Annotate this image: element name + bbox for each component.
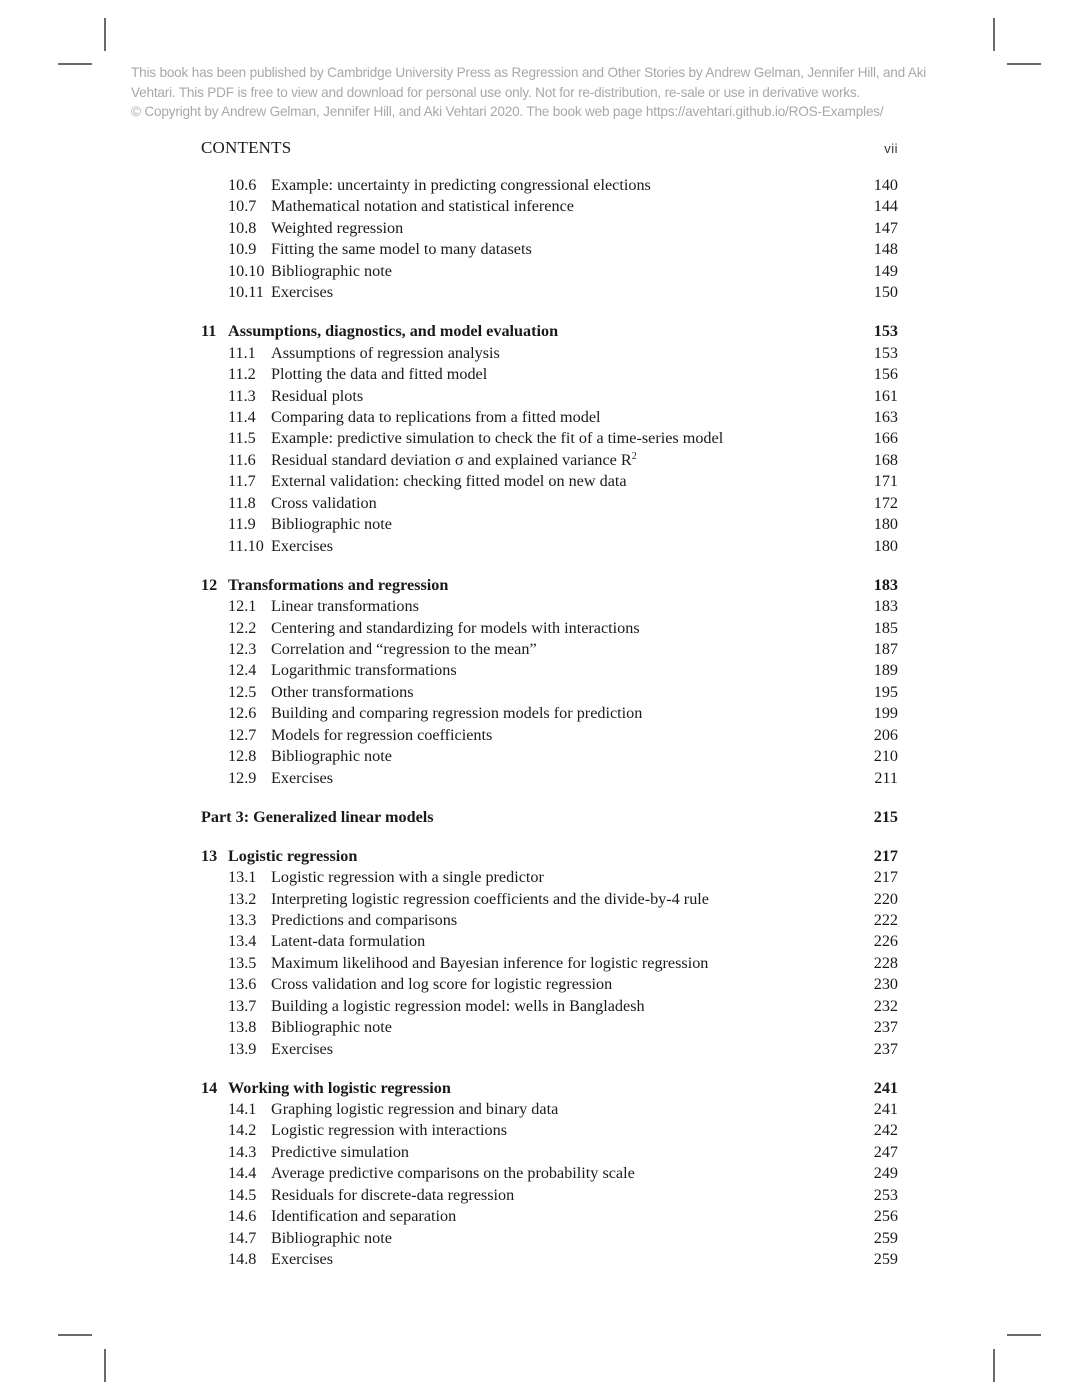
section-page: 180 (873, 536, 898, 555)
section-title: Building a logistic regression model: wells in Bangladesh (271, 996, 645, 1015)
section-number: 12.6 (228, 704, 257, 723)
section-title: Predictive simulation (271, 1142, 410, 1161)
section-title: Maximum likelihood and Bayesian inference for logistic regression (271, 953, 709, 972)
section-page: 220 (873, 889, 898, 908)
section-title: Weighted regression (271, 218, 404, 237)
crop-mark-bottom-right-horizontal (1007, 1334, 1041, 1336)
running-head (201, 138, 898, 160)
section-number: 10.9 (228, 240, 257, 259)
toc-section-row[interactable] (201, 1249, 898, 1270)
notice-line: © Copyright by Andrew Gelman, Jennifer Hill, and Aki Vehtari 2020. The book web page https://avehtari.github.io/ROS-Examples/ (131, 104, 884, 119)
section-title: Average predictive comparisons on the probability scale (271, 1164, 635, 1183)
section-title: Fitting the same model to many datasets (271, 240, 532, 259)
section-title: External validation: checking fitted model on new data (271, 472, 627, 491)
section-title: Bibliographic note (271, 1228, 392, 1247)
toc-section-row[interactable] (201, 618, 898, 639)
section-title: Residuals for discrete-data regression (271, 1185, 515, 1204)
section-title: Comparing data to replications from a fitted model (271, 407, 601, 426)
section-number: 11.10 (228, 536, 264, 555)
superscript: 2 (631, 450, 637, 462)
toc-section-row[interactable] (201, 261, 898, 282)
section-number: 12.9 (228, 768, 257, 787)
page-number: vii (884, 141, 898, 156)
toc-section-row[interactable] (201, 450, 898, 471)
section-title: Logistic regression with interactions (271, 1121, 508, 1140)
section-number: 13.8 (228, 1018, 257, 1037)
toc-chapter-row[interactable] (201, 1078, 898, 1099)
section-page: 259 (873, 1228, 898, 1247)
section-title: Interpreting logistic regression coefficients and the divide-by-4 rule (271, 889, 709, 908)
section-page: 226 (873, 932, 898, 951)
toc-section-row[interactable] (201, 536, 898, 557)
chapter-title: Logistic regression (228, 846, 358, 865)
section-title: Logarithmic transformations (271, 661, 457, 680)
toc-section-row[interactable] (201, 639, 898, 660)
toc-section-row[interactable] (201, 725, 898, 746)
section-number: 14.2 (228, 1121, 257, 1140)
section-number: 12.2 (228, 618, 257, 637)
spacer (201, 828, 898, 846)
section-title: Exercises (271, 1250, 334, 1269)
section-title: Latent-data formulation (271, 932, 426, 951)
section-page: 161 (873, 386, 898, 405)
section-page: 247 (873, 1142, 898, 1161)
crop-mark-top-left-horizontal (58, 63, 92, 65)
section-number: 13.1 (228, 868, 257, 887)
toc-section-row[interactable] (201, 889, 898, 910)
toc-section-row[interactable] (201, 239, 898, 260)
toc-section-row[interactable] (201, 471, 898, 492)
section-page: 185 (873, 618, 898, 637)
chapter-title: Assumptions, diagnostics, and model evaluation (228, 322, 559, 341)
section-number: 11.2 (228, 365, 256, 384)
section-number: 13.2 (228, 889, 257, 908)
section-number: 13.9 (228, 1039, 257, 1058)
toc-section-row[interactable] (201, 1185, 898, 1206)
section-number: 12.4 (228, 661, 257, 680)
section-number: 10.10 (228, 261, 265, 280)
toc-section-row[interactable] (201, 218, 898, 239)
section-number: 10.8 (228, 218, 257, 237)
section-title (271, 450, 637, 471)
section-page: 206 (873, 725, 898, 744)
chapter-number: 12 (201, 575, 218, 594)
section-number: 10.7 (228, 197, 257, 216)
section-title: Centering and standardizing for models with interactions (271, 618, 640, 637)
section-number: 14.4 (228, 1164, 257, 1183)
spacer (201, 557, 898, 575)
section-number: 11.6 (228, 450, 256, 469)
chapter-number: 14 (201, 1078, 218, 1097)
section-page: 237 (873, 1018, 898, 1037)
section-title: Residual plots (271, 386, 364, 405)
section-number: 11.1 (228, 343, 256, 362)
section-page: 242 (873, 1121, 898, 1140)
chapter-number: 11 (201, 322, 217, 341)
section-number: 12.3 (228, 639, 257, 658)
toc-section-row[interactable] (201, 514, 898, 535)
toc-section-row[interactable] (201, 386, 898, 407)
toc-section-row[interactable] (201, 493, 898, 514)
notice-line: Vehtari. This PDF is free to view and download for personal use only. Not for re-distribution, re-sale or use in derivative works. (131, 84, 861, 100)
section-number: 11.4 (228, 407, 256, 426)
section-title: Example: uncertainty in predicting congressional elections (271, 176, 651, 194)
section-page: 228 (873, 953, 898, 972)
section-title: Bibliographic note (271, 747, 392, 766)
section-page: 171 (873, 472, 898, 491)
section-page: 149 (873, 261, 898, 280)
toc-section-row[interactable] (201, 1120, 898, 1141)
section-page: 199 (873, 704, 898, 723)
section-title: Bibliographic note (271, 515, 392, 534)
section-title: Exercises (271, 768, 334, 787)
section-number: 11.3 (228, 386, 256, 405)
crop-mark-bottom-left-vertical (104, 1349, 106, 1382)
toc-section-row[interactable] (201, 596, 898, 617)
section-number: 12.7 (228, 725, 257, 744)
toc-section-row[interactable] (201, 1039, 898, 1060)
running-head-title: CONTENTS (201, 138, 292, 157)
section-page: 144 (873, 197, 898, 216)
section-title: Graphing logistic regression and binary data (271, 1100, 559, 1119)
section-page: 256 (873, 1207, 898, 1226)
section-number: 11.9 (228, 515, 256, 534)
section-page: 150 (873, 283, 898, 302)
toc-section-row[interactable] (201, 931, 898, 952)
section-title: Exercises (271, 1039, 334, 1058)
section-number: 13.5 (228, 953, 257, 972)
toc-section-row[interactable] (201, 175, 898, 196)
section-title: Exercises (271, 283, 334, 302)
toc-part-row[interactable] (201, 807, 898, 828)
section-title: Example: predictive simulation to check the fit of a time-series model (271, 429, 724, 448)
section-number: 12.1 (228, 597, 257, 616)
section-title: Cross validation and log score for logistic regression (271, 975, 613, 994)
notice-line: This book has been published by Cambridge University Press as Regression and Other Stories by Andrew Gelman, Jennifer Hill, and Aki (131, 65, 927, 80)
toc-section-row[interactable] (201, 746, 898, 767)
section-number: 10.6 (228, 176, 257, 194)
section-number: 14.6 (228, 1207, 257, 1226)
chapter-page: 217 (873, 846, 898, 865)
section-number: 14.5 (228, 1185, 257, 1204)
section-page: 163 (873, 407, 898, 426)
part-page: 215 (873, 807, 898, 826)
section-title: Other transformations (271, 682, 414, 701)
toc-section-row[interactable] (201, 282, 898, 303)
spacer (201, 789, 898, 807)
section-number: 11.8 (228, 493, 256, 512)
toc-section-row[interactable] (201, 364, 898, 385)
toc-section-row[interactable] (201, 1017, 898, 1038)
toc-section-row[interactable] (201, 1099, 898, 1120)
section-number: 11.7 (228, 472, 256, 491)
section-number: 12.8 (228, 747, 257, 766)
section-title: Correlation and “regression to the mean” (271, 639, 537, 658)
toc-section-row[interactable] (201, 1228, 898, 1249)
toc-section-row[interactable] (201, 1163, 898, 1184)
toc-section-row[interactable] (201, 910, 898, 931)
section-number: 14.3 (228, 1142, 257, 1161)
section-page: 172 (873, 493, 898, 512)
toc-section-row[interactable] (201, 768, 898, 789)
toc-section-row[interactable] (201, 953, 898, 974)
toc-section-row[interactable] (201, 407, 898, 428)
section-page: 259 (873, 1250, 898, 1269)
chapter-page: 241 (873, 1078, 898, 1097)
toc-chapter-row[interactable] (201, 321, 898, 342)
section-title: Bibliographic note (271, 1018, 392, 1037)
section-title: Exercises (271, 536, 334, 555)
crop-mark-top-left-vertical (104, 18, 106, 51)
section-page: 180 (873, 515, 898, 534)
section-page: 210 (873, 747, 898, 766)
section-page: 241 (873, 1100, 898, 1119)
section-page: 189 (873, 661, 898, 680)
section-title: Plotting the data and fitted model (271, 365, 488, 384)
toc-section-row[interactable] (201, 867, 898, 888)
section-page: 230 (873, 975, 898, 994)
toc-chapter-row[interactable] (201, 846, 898, 867)
toc-section-row[interactable] (201, 682, 898, 703)
section-title: Linear transformations (271, 597, 419, 616)
section-number: 13.7 (228, 996, 257, 1015)
section-title: Bibliographic note (271, 261, 392, 280)
section-title: Identification and separation (271, 1207, 457, 1226)
section-page: 187 (873, 639, 898, 658)
section-title-text: Residual standard deviation σ and explained variance R (271, 450, 632, 469)
toc-section-row[interactable] (201, 974, 898, 995)
section-title: Logistic regression with a single predictor (271, 868, 544, 887)
section-page: 147 (873, 218, 898, 237)
crop-mark-top-right-horizontal (1007, 63, 1041, 65)
toc-section-row[interactable] (201, 196, 898, 217)
section-page: 222 (873, 910, 898, 929)
section-number: 12.5 (228, 682, 257, 701)
chapter-page: 153 (873, 322, 898, 341)
section-number: 14.7 (228, 1228, 257, 1247)
toc-section-row[interactable] (201, 343, 898, 364)
toc-section-row[interactable] (201, 1206, 898, 1227)
section-page: 183 (873, 597, 898, 616)
section-page: 211 (874, 768, 898, 787)
chapter-title: Working with logistic regression (228, 1078, 451, 1097)
section-number: 10.11 (228, 283, 264, 302)
section-page: 253 (873, 1185, 898, 1204)
chapter-number: 13 (201, 846, 218, 865)
section-number: 11.5 (228, 429, 256, 448)
section-page: 166 (873, 429, 898, 448)
section-title: Assumptions of regression analysis (271, 343, 500, 362)
section-page: 153 (873, 343, 898, 362)
toc-section-row[interactable] (201, 703, 898, 724)
section-title: Models for regression coefficients (271, 725, 493, 744)
toc-chapter-row[interactable] (201, 575, 898, 596)
section-page: 195 (873, 682, 898, 701)
crop-mark-bottom-left-horizontal (58, 1334, 92, 1336)
section-page: 217 (873, 868, 898, 887)
table-of-contents (201, 175, 898, 1271)
section-page: 148 (873, 240, 898, 259)
spacer (201, 304, 898, 322)
section-number: 13.3 (228, 910, 257, 929)
section-page: 249 (873, 1164, 898, 1183)
section-page: 140 (873, 176, 898, 194)
toc-section-row[interactable] (201, 660, 898, 681)
section-number: 13.6 (228, 975, 257, 994)
section-number: 14.8 (228, 1250, 257, 1269)
section-page: 156 (873, 365, 898, 384)
section-number: 14.1 (228, 1100, 257, 1119)
section-number: 13.4 (228, 932, 257, 951)
toc-section-row[interactable] (201, 428, 898, 449)
crop-mark-top-right-vertical (993, 18, 995, 51)
toc-section-row[interactable] (201, 996, 898, 1017)
part-title: Part 3: Generalized linear models (201, 807, 434, 826)
section-title: Predictions and comparisons (271, 910, 458, 929)
toc-section-row[interactable] (201, 1142, 898, 1163)
spacer (201, 1060, 898, 1078)
section-page: 168 (873, 450, 898, 469)
crop-mark-bottom-right-vertical (993, 1349, 995, 1382)
section-page: 237 (873, 1039, 898, 1058)
chapter-page: 183 (873, 575, 898, 594)
copyright-notice (131, 63, 991, 122)
section-title: Cross validation (271, 493, 377, 512)
section-page: 232 (873, 996, 898, 1015)
section-title: Building and comparing regression models for prediction (271, 704, 643, 723)
section-title: Mathematical notation and statistical inference (271, 197, 574, 216)
chapter-title: Transformations and regression (228, 575, 449, 594)
